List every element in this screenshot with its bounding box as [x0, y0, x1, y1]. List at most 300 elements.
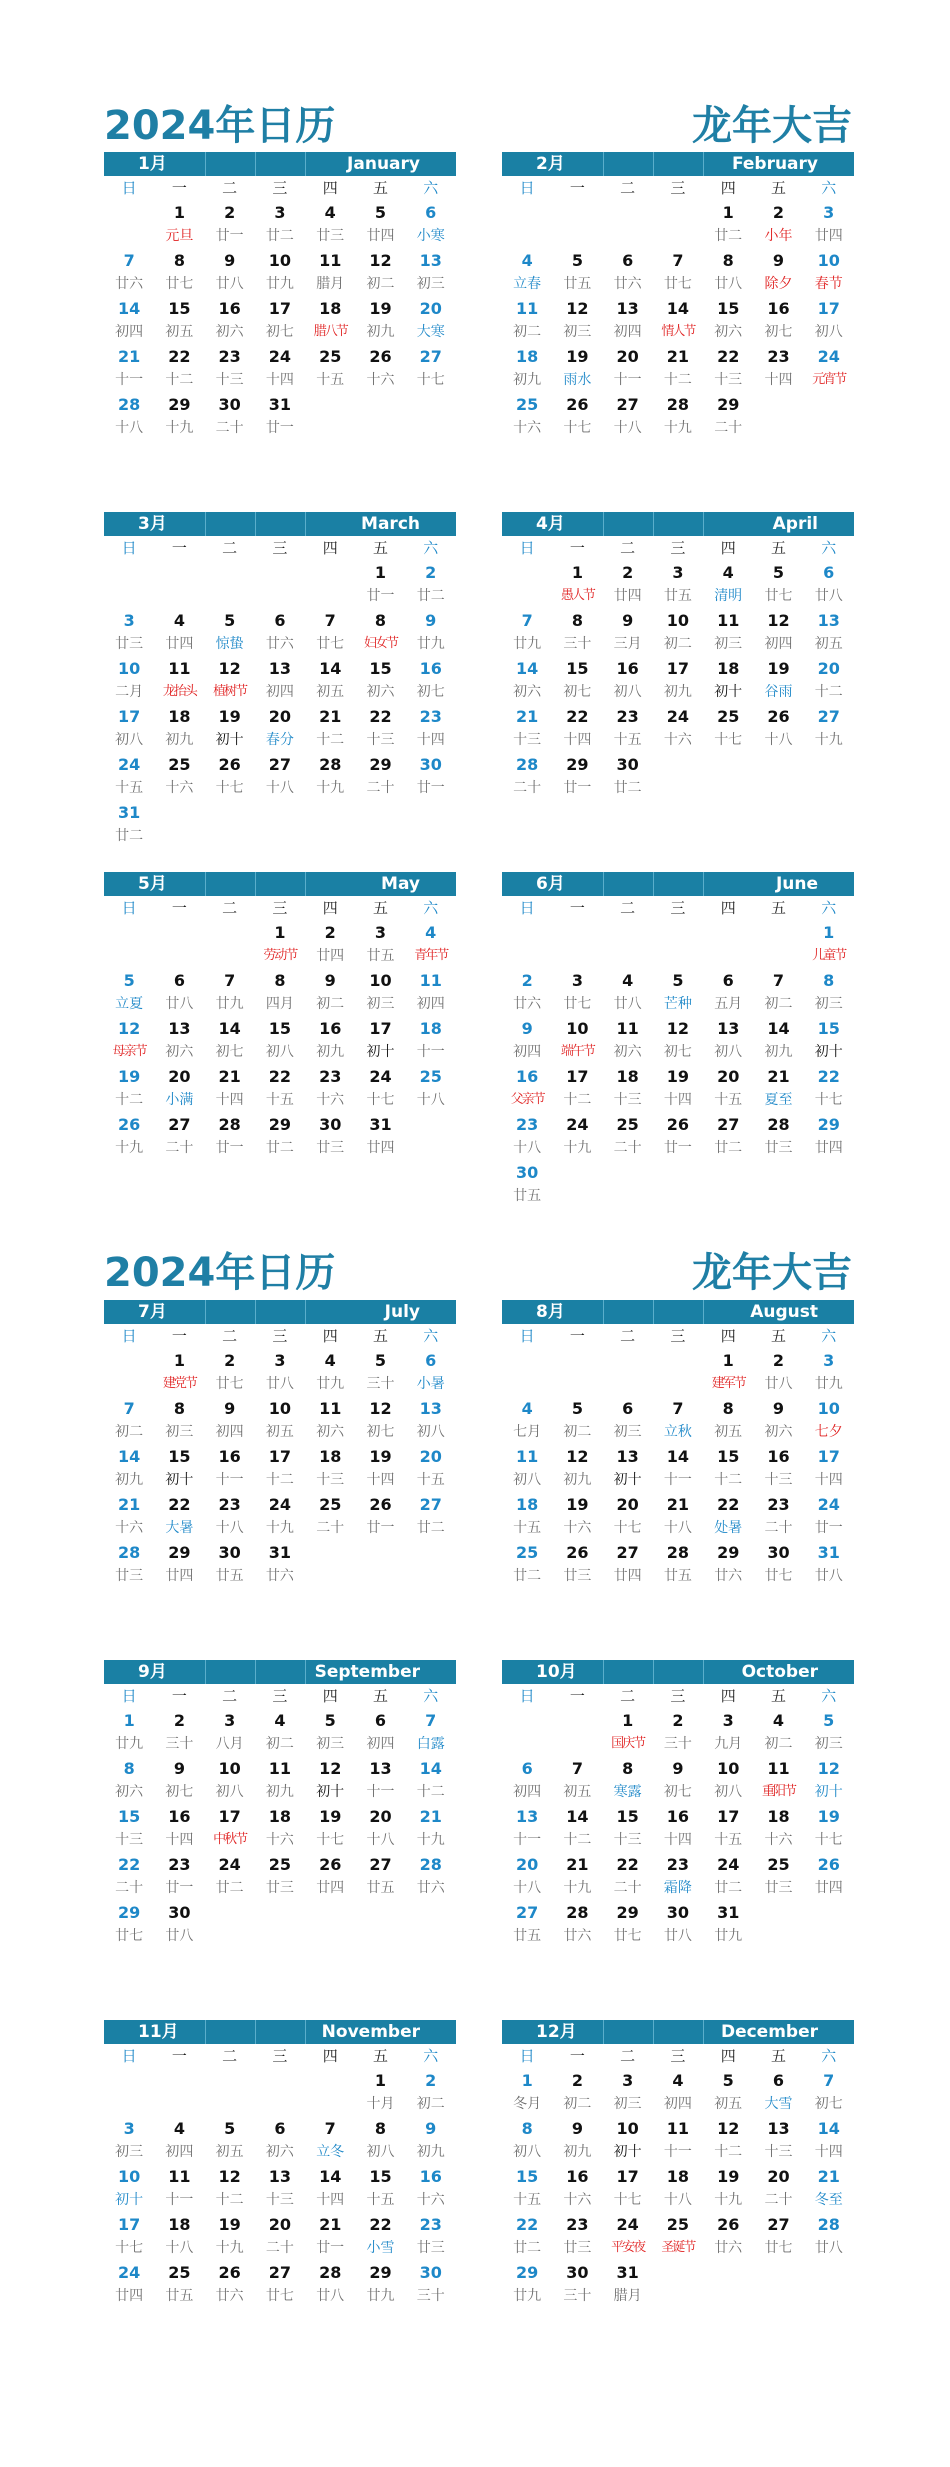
lunar-label: 冬至 — [814, 2192, 843, 2208]
lunar-label: 十三 — [764, 2144, 793, 2160]
lunar-label: 十一 — [663, 1472, 692, 1488]
day-cell — [104, 249, 154, 297]
lunar-label: 初十 — [215, 732, 244, 748]
day-cell — [255, 297, 305, 345]
day-number: 9 — [425, 611, 437, 630]
day-number: 1 — [123, 1711, 135, 1730]
day-cell — [104, 1397, 154, 1445]
weekday-label: 三 — [670, 1327, 686, 1345]
day-number: 21 — [566, 1855, 589, 1874]
day-cell — [804, 1445, 854, 1493]
day-number: 5 — [823, 1711, 835, 1730]
weekday-label: 一 — [569, 2047, 585, 2065]
day-cell — [603, 2213, 653, 2261]
lunar-label: 十四 — [814, 2144, 843, 2160]
day-number: 23 — [168, 1855, 191, 1874]
day-cell — [753, 2117, 803, 2165]
lunar-label: 十二 — [215, 2192, 244, 2208]
lunar-label: 十二 — [265, 1472, 294, 1488]
day-number: 9 — [324, 971, 336, 990]
lunar-label: 十五 — [714, 1832, 743, 1848]
day-number: 23 — [616, 707, 639, 726]
day-cell — [355, 1065, 405, 1113]
day-cell — [653, 345, 703, 393]
day-cell — [502, 1397, 552, 1445]
lunar-label: 初七 — [366, 1424, 395, 1440]
lunar-label: 小年 — [764, 228, 793, 244]
day-cell — [703, 1017, 753, 1065]
day-number: 21 — [118, 1495, 141, 1514]
day-number: 26 — [566, 1543, 589, 1562]
lunar-label: 十八 — [265, 780, 294, 796]
day-cell — [653, 1113, 703, 1161]
day-cell — [552, 1017, 602, 1065]
day-grid — [502, 921, 854, 1209]
day-cell — [255, 705, 305, 753]
lunar-label: 廿八 — [165, 996, 194, 1012]
day-cell — [804, 561, 854, 609]
weekday-label: 二 — [222, 899, 238, 917]
lunar-label: 廿二 — [416, 1520, 445, 1536]
day-cell — [255, 201, 305, 249]
day-cell — [753, 609, 803, 657]
lunar-label: 十九 — [165, 420, 194, 436]
day-cell — [653, 2069, 703, 2117]
day-number: 1 — [571, 563, 583, 582]
lunar-label: 十三 — [613, 1832, 642, 1848]
empty-cell — [205, 921, 255, 969]
day-number: 15 — [817, 1019, 840, 1038]
lunar-label: 十八 — [764, 732, 793, 748]
day-number: 24 — [616, 2215, 639, 2234]
day-cell — [703, 705, 753, 753]
lunar-label: 立春 — [513, 276, 542, 292]
day-cell — [355, 2261, 405, 2309]
day-cell — [804, 1397, 854, 1445]
weekday-label: 六 — [423, 179, 439, 197]
lunar-label: 廿三 — [316, 228, 345, 244]
day-cell — [154, 201, 204, 249]
lunar-label: 初二 — [764, 996, 793, 1012]
day-number: 11 — [516, 299, 539, 318]
lunar-label: 初七 — [265, 324, 294, 340]
lunar-label: 廿一 — [265, 420, 294, 436]
lunar-label: 廿四 — [165, 636, 194, 652]
lunar-label: 立冬 — [316, 2144, 345, 2160]
day-number: 12 — [369, 251, 392, 270]
day-number: 21 — [767, 1067, 790, 1086]
day-cell — [804, 657, 854, 705]
lunar-label: 廿六 — [115, 276, 144, 292]
day-number: 5 — [374, 203, 387, 222]
day-cell — [703, 969, 753, 1017]
day-cell — [552, 1805, 602, 1853]
day-number: 8 — [374, 611, 387, 630]
lunar-label: 十四 — [265, 372, 294, 388]
weekday-label: 日 — [121, 2047, 137, 2065]
day-cell — [255, 657, 305, 705]
lunar-label: 十八 — [165, 2240, 194, 2256]
day-number: 18 — [319, 299, 342, 318]
lunar-label: 二十 — [115, 1880, 144, 1896]
day-number: 1 — [374, 563, 387, 582]
day-number: 9 — [224, 251, 236, 270]
day-number: 20 — [616, 347, 639, 366]
weekday-label: 四 — [720, 899, 736, 917]
lunar-label: 初二 — [416, 2096, 445, 2112]
weekday-label: 三 — [272, 2047, 288, 2065]
lunar-label: 初二 — [563, 1424, 592, 1440]
day-grid — [502, 201, 854, 441]
header-divider — [703, 1660, 704, 1684]
lunar-label: 十七 — [563, 420, 592, 436]
day-number: 7 — [324, 2119, 336, 2138]
lunar-label: 三十 — [563, 636, 592, 652]
weekday-label: 四 — [322, 179, 338, 197]
day-cell — [205, 969, 255, 1017]
month-name-zh: 5月 — [138, 874, 167, 894]
lunar-label: 十四 — [316, 2192, 345, 2208]
lunar-label: 廿七 — [165, 276, 194, 292]
empty-cell — [154, 2069, 204, 2117]
day-cell — [406, 297, 456, 345]
lunar-label: 母亲节 — [112, 1044, 146, 1059]
day-cell — [154, 2213, 204, 2261]
header-divider — [205, 872, 206, 896]
weekday-label: 一 — [171, 179, 187, 197]
lunar-label: 廿三 — [416, 2240, 445, 2256]
day-cell — [703, 201, 753, 249]
day-cell — [255, 1709, 305, 1757]
day-cell — [305, 1113, 355, 1161]
day-cell — [305, 1757, 355, 1805]
lunar-label: 十二 — [416, 1784, 445, 1800]
day-number: 21 — [419, 1807, 442, 1826]
lunar-label: 初二 — [366, 276, 395, 292]
day-cell — [653, 1541, 703, 1589]
lunar-label: 廿三 — [115, 636, 144, 652]
day-number: 9 — [521, 1019, 533, 1038]
lunar-label: 十八 — [663, 2192, 692, 2208]
day-cell — [305, 1805, 355, 1853]
day-number: 26 — [319, 1855, 342, 1874]
day-cell — [502, 1113, 552, 1161]
lunar-label: 廿九 — [416, 636, 445, 652]
lunar-label: 初三 — [613, 2096, 642, 2112]
day-number: 18 — [516, 1495, 539, 1514]
lunar-label: 十三 — [215, 372, 244, 388]
day-cell — [603, 297, 653, 345]
day-number: 24 — [817, 347, 840, 366]
day-cell — [603, 1901, 653, 1949]
day-cell — [502, 1493, 552, 1541]
weekday-label: 五 — [372, 1327, 388, 1345]
lunar-label: 初七 — [663, 1784, 692, 1800]
day-cell — [552, 1113, 602, 1161]
day-number: 25 — [767, 1855, 790, 1874]
month-name-zh: 6月 — [536, 874, 565, 894]
weekday-label: 日 — [519, 1327, 535, 1345]
day-cell — [406, 2069, 456, 2117]
day-number: 31 — [616, 2263, 639, 2282]
day-number: 14 — [666, 299, 690, 318]
day-number: 3 — [823, 1351, 835, 1370]
lunar-label: 廿四 — [316, 1880, 345, 1896]
lunar-label: 三月 — [613, 636, 642, 652]
day-number: 3 — [571, 971, 583, 990]
lunar-label: 十七 — [814, 1092, 843, 1108]
day-cell — [552, 2165, 602, 2213]
month-header — [502, 872, 854, 896]
day-number: 27 — [516, 1903, 539, 1922]
day-cell — [104, 969, 154, 1017]
day-cell — [355, 561, 405, 609]
day-cell — [406, 1493, 456, 1541]
lunar-label: 初九 — [366, 324, 395, 340]
header-divider — [653, 1660, 654, 1684]
lunar-label: 初八 — [366, 2144, 395, 2160]
day-cell — [406, 1017, 456, 1065]
lunar-label: 十七 — [366, 1092, 395, 1108]
day-cell — [703, 2069, 753, 2117]
day-cell — [355, 2165, 405, 2213]
lunar-label: 廿七 — [115, 1928, 144, 1944]
day-number: 12 — [566, 299, 589, 318]
lunar-label: 十三 — [316, 1472, 345, 1488]
month-name-en: February — [731, 154, 818, 174]
lunar-label: 廿七 — [764, 1568, 793, 1584]
day-cell — [406, 249, 456, 297]
lunar-label: 儿童节 — [812, 948, 846, 963]
day-cell — [603, 1113, 653, 1161]
day-cell — [653, 1805, 703, 1853]
day-number: 1 — [521, 2071, 533, 2090]
day-cell — [804, 1065, 854, 1113]
empty-cell — [104, 561, 154, 609]
day-number: 24 — [268, 1495, 292, 1514]
lunar-label: 初二 — [663, 636, 692, 652]
lunar-label: 十七 — [316, 1832, 345, 1848]
day-number: 7 — [772, 971, 785, 990]
day-cell — [653, 1901, 703, 1949]
day-number: 13 — [516, 1807, 539, 1826]
empty-cell — [653, 921, 703, 969]
day-grid — [104, 201, 456, 441]
day-number: 15 — [369, 659, 392, 678]
day-number: 13 — [168, 1019, 191, 1038]
day-cell — [703, 2117, 753, 2165]
day-number: 16 — [218, 1447, 241, 1466]
day-number: 30 — [516, 1163, 539, 1182]
day-number: 25 — [319, 1495, 342, 1514]
day-number: 25 — [516, 1543, 539, 1562]
lunar-label: 廿九 — [714, 1928, 743, 1944]
month-name-en: December — [720, 2022, 818, 2042]
lunar-label: 初九 — [165, 732, 194, 748]
weekday-row — [502, 896, 854, 921]
day-cell — [154, 1757, 204, 1805]
calendar-title: 2024年日历 — [104, 1250, 336, 1296]
lunar-label: 廿四 — [366, 1140, 395, 1156]
day-number: 22 — [566, 707, 589, 726]
day-cell — [703, 1757, 753, 1805]
lunar-label: 廿九 — [513, 636, 542, 652]
day-cell — [305, 1445, 355, 1493]
day-cell — [703, 345, 753, 393]
month-header — [104, 1660, 456, 1684]
lunar-label: 初三 — [814, 996, 843, 1012]
day-number: 22 — [168, 347, 191, 366]
day-number: 10 — [118, 659, 141, 678]
weekday-label: 三 — [272, 1687, 288, 1705]
lunar-label: 初九 — [265, 1784, 294, 1800]
day-cell — [502, 2117, 552, 2165]
day-number: 28 — [319, 755, 342, 774]
weekday-label: 三 — [670, 539, 686, 557]
lunar-label: 十七 — [416, 372, 445, 388]
day-number: 2 — [425, 2071, 437, 2090]
day-number: 31 — [817, 1543, 840, 1562]
day-cell — [703, 561, 753, 609]
lunar-label: 青年节 — [414, 948, 448, 963]
empty-cell — [502, 201, 552, 249]
day-number: 28 — [218, 1115, 241, 1134]
day-cell — [502, 2069, 552, 2117]
weekday-label: 六 — [423, 1687, 439, 1705]
lunar-label: 廿六 — [714, 2240, 743, 2256]
weekday-label: 三 — [272, 1327, 288, 1345]
day-number: 20 — [717, 1067, 740, 1086]
day-cell — [703, 1065, 753, 1113]
day-number: 30 — [767, 1543, 790, 1562]
day-number: 12 — [566, 1447, 589, 1466]
day-cell — [552, 1541, 602, 1589]
header-divider — [653, 2020, 654, 2044]
day-cell — [154, 1445, 204, 1493]
day-number: 6 — [722, 971, 734, 990]
lunar-label: 初二 — [764, 1736, 793, 1752]
weekday-row — [502, 1684, 854, 1709]
day-number: 7 — [823, 2071, 835, 2090]
lunar-label: 初三 — [613, 1424, 642, 1440]
day-cell — [753, 705, 803, 753]
day-number: 5 — [374, 1351, 387, 1370]
day-cell — [804, 1017, 854, 1065]
day-number: 15 — [516, 2167, 539, 2186]
lunar-label: 十九 — [563, 1140, 592, 1156]
lunar-label: 初八 — [513, 1472, 542, 1488]
day-cell — [753, 2213, 803, 2261]
day-cell — [653, 297, 703, 345]
day-number: 17 — [218, 1807, 241, 1826]
day-number: 20 — [268, 2215, 292, 2234]
day-number: 30 — [566, 2263, 589, 2282]
weekday-row — [104, 896, 456, 921]
day-number: 19 — [369, 299, 392, 318]
weekday-label: 四 — [720, 2047, 736, 2065]
day-cell — [205, 2261, 255, 2309]
weekday-label: 二 — [620, 179, 636, 197]
day-number: 21 — [319, 707, 342, 726]
lunar-label: 春分 — [265, 732, 294, 748]
day-cell — [355, 2213, 405, 2261]
day-cell — [552, 1493, 602, 1541]
day-cell — [502, 753, 552, 801]
lunar-label: 廿二 — [265, 1140, 294, 1156]
day-number: 16 — [419, 2167, 442, 2186]
day-number: 4 — [622, 971, 634, 990]
day-number: 4 — [324, 1351, 336, 1370]
day-number: 2 — [521, 971, 533, 990]
weekday-label: 一 — [171, 1687, 187, 1705]
lunar-label: 十七 — [613, 2192, 642, 2208]
lunar-label: 初十 — [814, 1784, 843, 1800]
day-number: 9 — [622, 611, 634, 630]
day-cell — [502, 705, 552, 753]
day-number: 8 — [374, 2119, 387, 2138]
lunar-label: 初十 — [165, 1472, 194, 1488]
day-number: 28 — [516, 755, 539, 774]
month-3 — [104, 512, 456, 849]
day-cell — [406, 705, 456, 753]
day-number: 13 — [767, 2119, 790, 2138]
day-number: 27 — [369, 1855, 392, 1874]
weekday-label: 三 — [272, 899, 288, 917]
lunar-label: 十八 — [663, 1520, 692, 1536]
day-cell — [205, 1113, 255, 1161]
weekday-label: 四 — [720, 539, 736, 557]
month-name-zh: 9月 — [138, 1662, 167, 1682]
lunar-label: 初三 — [316, 1736, 345, 1752]
day-number: 14 — [516, 659, 539, 678]
empty-cell — [205, 561, 255, 609]
day-cell — [355, 2069, 405, 2117]
weekday-label: 一 — [569, 1687, 585, 1705]
day-cell — [603, 561, 653, 609]
day-number: 8 — [274, 971, 286, 990]
day-cell — [804, 1113, 854, 1161]
day-cell — [205, 1017, 255, 1065]
weekday-label: 六 — [423, 2047, 439, 2065]
day-cell — [154, 345, 204, 393]
lunar-label: 惊蛰 — [215, 636, 244, 652]
lunar-label: 廿四 — [316, 948, 345, 964]
lunar-label: 初四 — [764, 636, 793, 652]
weekday-label: 四 — [720, 1687, 736, 1705]
lunar-label: 廿二 — [714, 228, 743, 244]
day-number: 3 — [672, 563, 684, 582]
day-number: 25 — [516, 395, 539, 414]
lunar-label: 初八 — [115, 732, 144, 748]
lunar-label: 初七 — [814, 2096, 843, 2112]
weekday-label: 五 — [770, 539, 786, 557]
day-number: 19 — [717, 2167, 740, 2186]
lunar-label: 芒种 — [663, 996, 692, 1012]
lunar-label: 廿六 — [265, 1568, 294, 1584]
lunar-label: 初四 — [513, 1784, 542, 1800]
day-number: 12 — [218, 659, 241, 678]
day-cell — [104, 393, 154, 441]
lunar-label: 廿七 — [764, 588, 793, 604]
lunar-label: 廿七 — [764, 2240, 793, 2256]
day-cell — [804, 1805, 854, 1853]
weekday-label: 一 — [171, 899, 187, 917]
day-cell — [305, 657, 355, 705]
weekday-row — [104, 536, 456, 561]
month-header — [502, 152, 854, 176]
day-number: 7 — [224, 971, 236, 990]
day-cell — [154, 2117, 204, 2165]
